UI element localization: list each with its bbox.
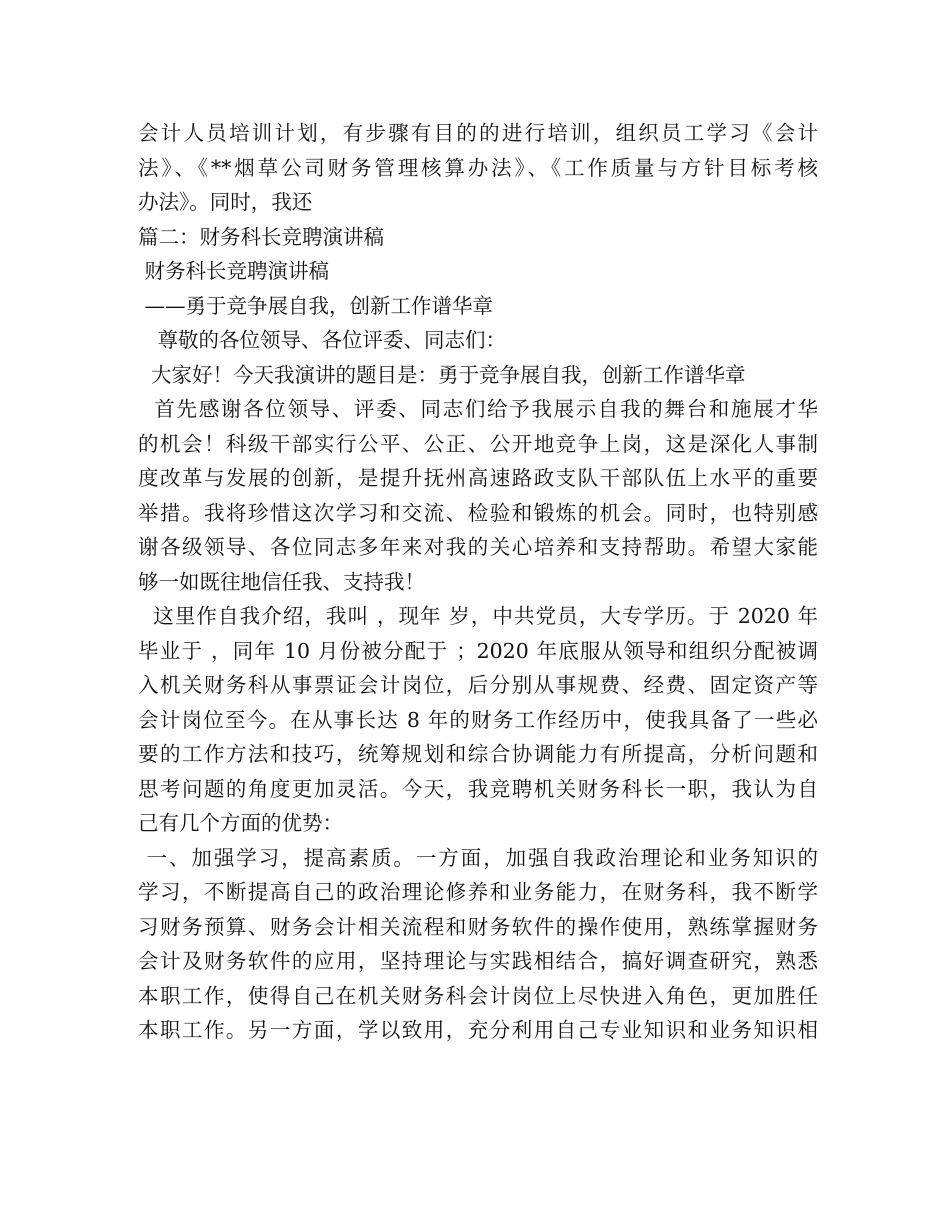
text-line: 本职工作，使得自己在机关财务科会计岗位上尽快进入角色，更加胜任	[138, 983, 818, 1008]
text-line: 财务科长竞聘演讲稿	[138, 259, 330, 283]
text-line: 首先感谢各位领导、评委、同志们给予我展示自我的舞台和施展才华	[138, 397, 818, 421]
text-line: 思考问题的角度更加灵活。今天，我竞聘机关财务科长一职，我认为自	[138, 776, 818, 801]
text-line: 法》、《**烟草公司财务管理核算办法》、《工作质量与方针目标考核	[138, 155, 818, 180]
text-line: 度改革与发展的创新，是提升抚州高速路政支队干部队伍上水平的重要	[138, 466, 818, 490]
text-line: 的机会！科级干部实行公平、公正、公开地竞争上岗，这是深化人事制	[138, 431, 818, 456]
text-line: 办法》。同时，我还	[138, 190, 313, 214]
text-line: 习财务预算、财务会计相关流程和财务软件的操作使用，熟练掌握财务	[138, 914, 818, 939]
text-line: 己有几个方面的优势：	[138, 811, 343, 835]
text-line: 大家好！今天我演讲的题目是：勇于竞争展自我，创新工作谱华章	[138, 362, 746, 387]
text-line: 尊敬的各位领导、各位评委、同志们：	[138, 328, 507, 352]
text-line: 会计岗位至今。在从事长达 8 年的财务工作经历中，使我具备了一些必	[138, 707, 818, 732]
text-line: 篇二：财务科长竞聘演讲稿	[138, 224, 384, 249]
text-line: 会计人员培训计划，有步骤有目的的进行培训，组织员工学习《会计	[138, 121, 818, 145]
text-line: 毕业于 ，同年 10 月份被分配于 ；2020 年底服从领导和组织分配被调	[138, 638, 818, 663]
text-line: 要的工作方法和技巧，统筹规划和综合协调能力有所提高，分析问题和	[138, 742, 818, 766]
body-text	[138, 116, 818, 1048]
text-line: ——勇于竞争展自我，创新工作谱华章	[138, 293, 494, 318]
text-line: 这里作自我介绍，我叫 ，现年 岁，中共党员，大专学历。于 2020 年	[138, 604, 818, 628]
text-line: 会计及财务软件的应用，坚持理论与实践相结合，搞好调查研究，熟悉	[138, 949, 818, 973]
text-line: 学习，不断提高自己的政治理论修养和业务能力，在财务科，我不断学	[138, 880, 818, 904]
text-line: 谢各级领导、各位同志多年来对我的关心培养和支持帮助。希望大家能	[138, 535, 818, 559]
text-line: 一、加强学习，提高素质。一方面，加强自我政治理论和业务知识的	[138, 845, 818, 870]
text-line: 够一如既往地信任我、支持我！	[138, 569, 425, 594]
text-line: 举措。我将珍惜这次学习和交流、检验和锻炼的机会。同时，也特别感	[138, 500, 818, 525]
text-line: 本职工作。另一方面，学以致用，充分利用自己专业知识和业务知识相	[138, 1018, 818, 1042]
text-line: 入机关财务科从事票证会计岗位，后分别从事规费、经费、固定资产等	[138, 673, 818, 697]
